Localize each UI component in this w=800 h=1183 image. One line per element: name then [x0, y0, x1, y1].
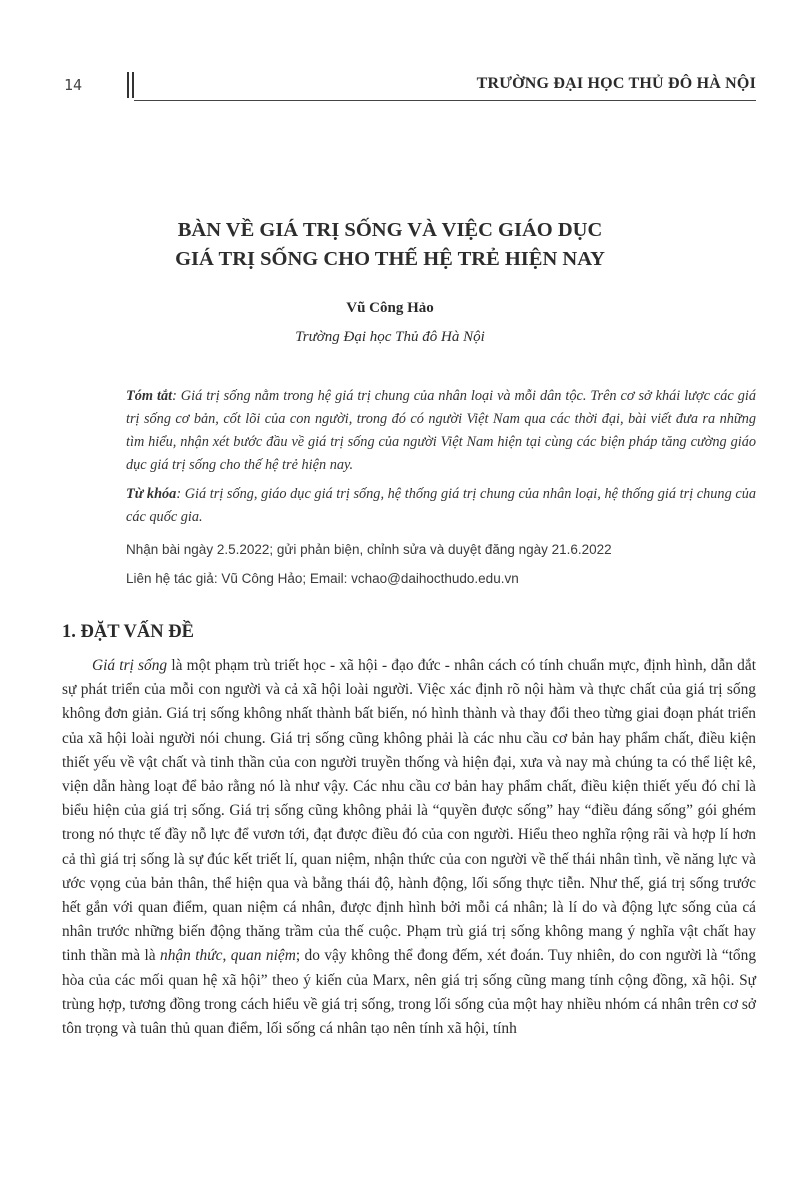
author-affiliation: Trường Đại học Thủ đô Hà Nội [295, 329, 485, 345]
header-divider [132, 72, 134, 98]
keywords-text: : Giá trị sống, giáo dục giá trị sống, hệ thống giá trị chung của nhân loại, hệ thống giá trị chung của các quốc gia. [126, 486, 756, 525]
running-header [64, 72, 756, 102]
journal-name: TRƯỜNG ĐẠI HỌC THỦ ĐÔ HÀ NỘI [476, 75, 756, 92]
header-rule [134, 100, 756, 101]
title-line-2: GIÁ TRỊ SỐNG CHO THẾ HỆ TRẺ HIỆN NAY [175, 248, 605, 270]
received-date-note: Nhận bài ngày 2.5.2022; gửi phản biện, chỉnh sửa và duyệt đăng ngày 21.6.2022 [126, 542, 612, 557]
abstract-text: : Giá trị sống nằm trong hệ giá trị chung của nhân loại và mỗi dân tộc. Trên cơ sở khái lược các giá trị sống cơ bản, cốt lõi của con người, trong đó có người Việt Nam qua các thời đại, bài viết đưa ra những tìm hiểu, nhận xét bước đầu về giá trị sống của người Việt Nam hiện tại cùng các biện pháp tăng cường giáo dục giá trị sống cho thế hệ trẻ hiện nay. [126, 388, 756, 473]
section-heading: 1. ĐẶT VẤN ĐỀ [62, 622, 194, 642]
page-number: 14 [64, 76, 83, 94]
body-text-run: , [222, 947, 231, 965]
body-text-run: là một phạm trù triết học - xã hội - đạo đức - nhân cách có tính chuẩn mực, định hình, dẫn dắt sự phát triển của mỗi con người và cả xã hội loài người. Việc xác định rõ nội hàm và thực chất của giá trị sống không đơn giản. Giá trị sống không nhất thành bất biến, nó hình thành và thay đổi theo từng giai đoạn phát triển của xã hội loài người nói chung. Giá trị sống cũng không phải là các nhu cầu cơ bản hay phẩm chất, điều kiện thiết yếu về vật chất và tinh thần của con người truyền thống và hiện đại, xưa và nay mà chúng ta có thể liệt kê, viện dẫn hàng loạt để bảo rằng nó là như vậy. Các nhu cầu cơ bản hay phẩm chất, điều kiện thiết yếu đó chỉ là biểu hiện của giá trị sống. Giá trị sống cũng không phải là “quyền được sống” hay “điều đáng sống” gói ghém trong nó thực tế đầy nỗ lực để vươn tới, đạt được điều đó của con người. Hiểu theo nghĩa rộng rãi và hợp lí hơn cả thì giá trị sống là sự đúc kết triết lí, quan niệm, nhận thức của con người về thế thái nhân tình, về năng lực và ước vọng của bản thân, thể hiện qua và bằng thái độ, hành động, lối sống thực tiễn. Như thế, giá trị sống trước hết gắn với quan điểm, quan niệm cá nhân, được định hình bởi mỗi cá nhân; là lí do và động lực sống của cá nhân trước những biến động thăng trầm của thế cuộc. Phạm trù giá trị sống không mang ý nghĩa vật chất hay tinh thần mà là [62, 657, 756, 965]
body-italic-term: Giá trị sống [92, 657, 168, 674]
title-line-1: BÀN VỀ GIÁ TRỊ SỐNG VÀ VIỆC GIÁO DỤC [177, 219, 603, 241]
keywords-label: Từ khóa [126, 486, 177, 502]
body-text-run: ; do vậy không thể đong đếm, xét đoán. Tuy nhiên, do con người là “tổng hòa của các mối quan hệ xã hội” theo ý kiến của Marx, nên giá trị sống cũng mang tính cộng đồng, xã hội. Sự trùng hợp, tương đồng trong cách hiểu về giá trị sống, trong lối sống của một hay nhiều nhóm cá nhân trên cơ sở tôn trọng và tuân thủ quan điểm, lối sống cá nhân tạo nên tính xã hội, tính [62, 947, 757, 1038]
abstract [126, 385, 756, 477]
body-italic-term: quan niệm [230, 947, 296, 965]
article-title [100, 216, 680, 274]
body-italic-term: nhận thức [160, 947, 223, 965]
abstract-label: Tóm tắt [126, 388, 173, 404]
keywords [126, 483, 756, 529]
body-paragraph [62, 654, 756, 1041]
header-divider [127, 72, 129, 98]
author-name: Vũ Công Hảo [346, 300, 434, 316]
author-contact: Liên hệ tác giả: Vũ Công Hảo; Email: vchao@daihocthudo.edu.vn [126, 571, 519, 586]
